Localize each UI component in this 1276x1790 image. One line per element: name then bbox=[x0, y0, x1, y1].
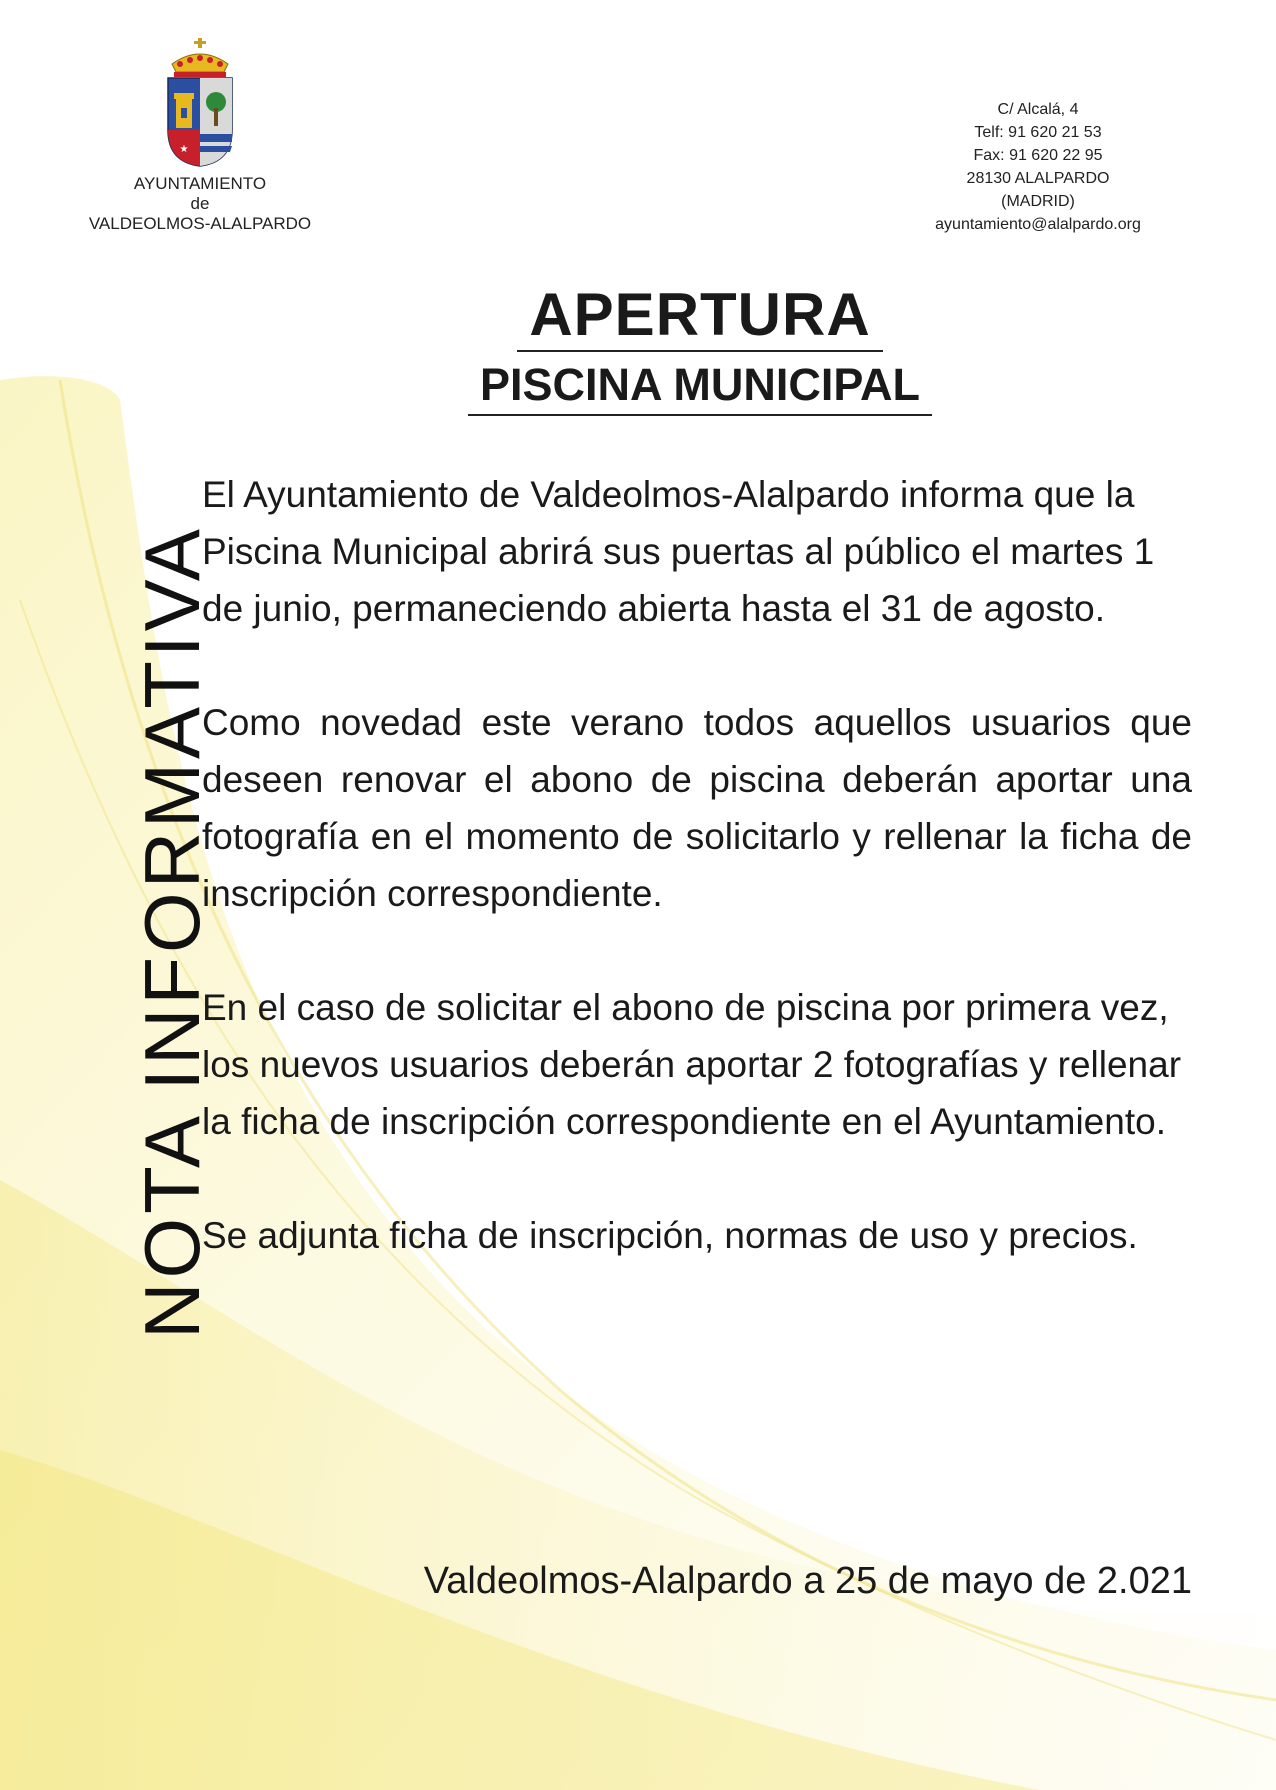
contact-email: ayuntamiento@alalpardo.org bbox=[935, 216, 1141, 233]
title-line-2: PISCINA MUNICIPAL bbox=[468, 360, 932, 416]
municipal-coat-of-arms-icon bbox=[160, 38, 240, 168]
body-paragraph-4: Se adjunta ficha de inscripción, normas de uso y precios. bbox=[202, 1215, 1138, 1256]
contact-address: C/ Alcalá, 4 bbox=[997, 101, 1079, 118]
notice-body bbox=[202, 466, 1192, 1321]
org-name-line-1: AYUNTAMIENTO bbox=[133, 174, 267, 193]
org-name-line-2: de bbox=[190, 194, 210, 213]
side-label-vertical: NOTA INFORMATIVA bbox=[128, 525, 216, 1339]
contact-block bbox=[888, 98, 1188, 236]
notice-title bbox=[430, 282, 970, 416]
org-name-line-3: VALDEOLMOS-ALALPARDO bbox=[88, 214, 312, 233]
municipality-header bbox=[70, 38, 330, 234]
title-line-1: APERTURA bbox=[517, 282, 882, 352]
body-paragraph-3: En el caso de solicitar el abono de piscina por primera vez, los nuevos usuarios deberán aportar 2 fotografías y rellenar la ficha de inscripción correspondiente en el Ayuntamiento. bbox=[202, 987, 1182, 1142]
contact-phone: Telf: 91 620 21 53 bbox=[974, 124, 1102, 141]
contact-fax: Fax: 91 620 22 95 bbox=[973, 147, 1103, 164]
body-paragraph-1: El Ayuntamiento de Valdeolmos-Alalpardo informa que la Piscina Municipal abrirá sus puertas al público el martes 1 de junio, permaneciendo abierta hasta el 31 de agosto. bbox=[202, 474, 1155, 629]
date-signoff: Valdeolmos-Alalpardo a 25 de mayo de 2.021 bbox=[423, 1560, 1192, 1602]
contact-region: (MADRID) bbox=[1001, 193, 1075, 210]
municipality-name bbox=[70, 174, 330, 234]
contact-postal: 28130 ALALPARDO bbox=[966, 170, 1110, 187]
svg-text:★: ★ bbox=[179, 144, 189, 155]
body-paragraph-2: Como novedad este verano todos aquellos usuarios que deseen renovar el abono de piscina deberán aportar una fotografía en el momento de solicitarlo y rellenar la ficha de inscripción correspondiente. bbox=[202, 702, 1192, 914]
